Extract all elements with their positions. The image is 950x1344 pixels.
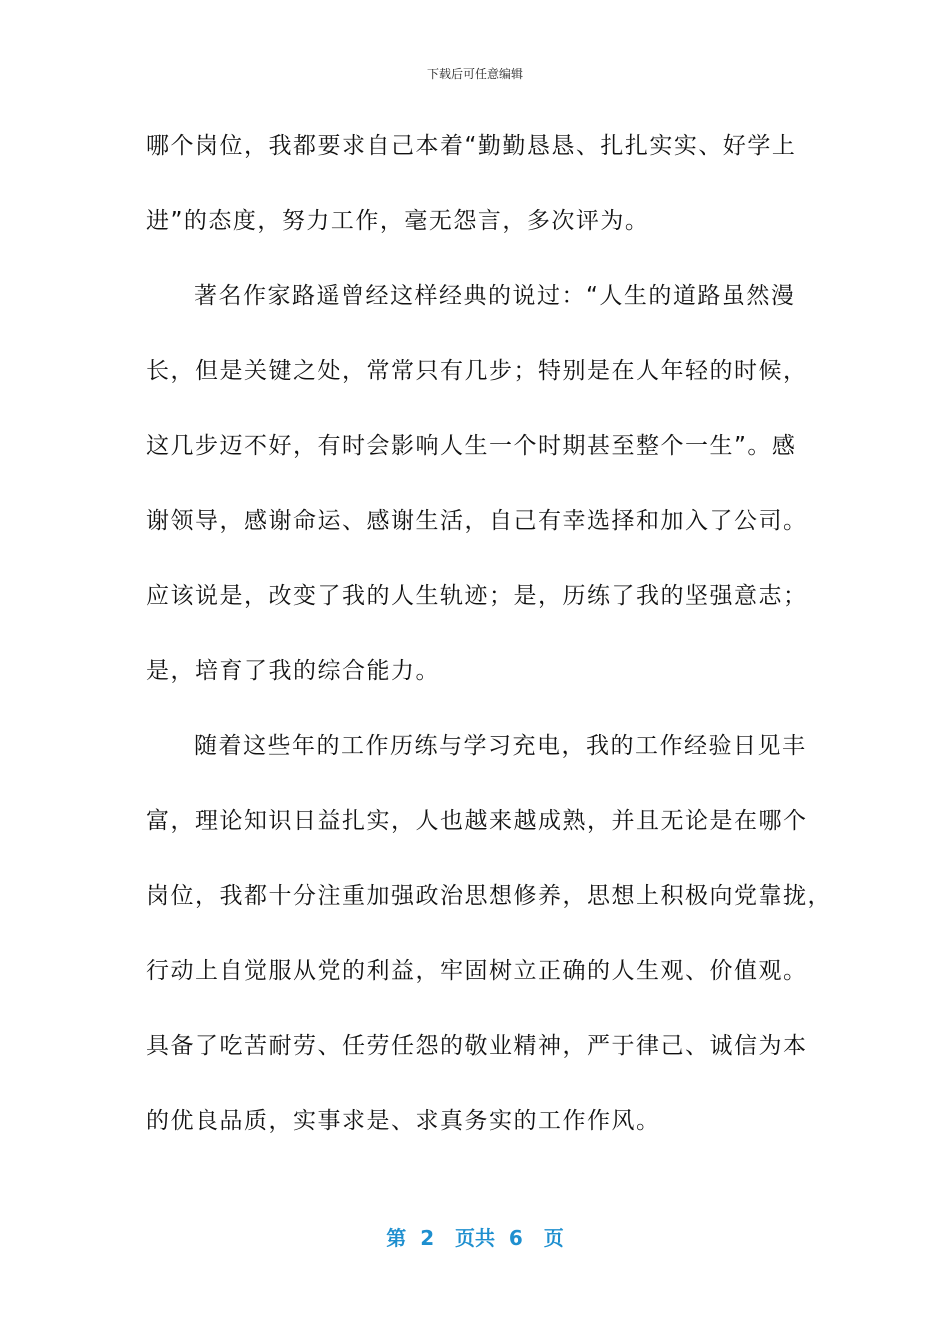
body-line: 应该说是，改变了我的人生轨迹；是，历练了我的坚强意志； xyxy=(146,583,808,609)
page-number-footer: 第 2 页共 6 页 xyxy=(386,1226,564,1250)
body-line: 岗位，我都十分注重加强政治思想修养，思想上积极向党靠拢， xyxy=(146,883,832,909)
body-line: 著名作家路遥曾经这样经典的说过：“人生的道路虽然漫 xyxy=(194,283,796,309)
body-line: 的优良品质，实事求是、求真务实的工作作风。 xyxy=(146,1108,661,1134)
body-line: 哪个岗位，我都要求自己本着“勤勤恳恳、扎扎实实、好学上 xyxy=(146,133,797,159)
document-body xyxy=(146,122,832,1172)
body-line: 进”的态度，努力工作，毫无怨言，多次评为。 xyxy=(146,208,650,234)
body-line: 这几步迈不好，有时会影响人生一个时期甚至整个一生”。感 xyxy=(146,433,797,459)
body-line: 随着这些年的工作历练与学习充电，我的工作经验日见丰 xyxy=(194,733,807,759)
body-line: 谢领导，感谢命运、感谢生活，自己有幸选择和加入了公司。 xyxy=(146,508,808,534)
body-line: 富，理论知识日益扎实，人也越来越成熟，并且无论是在哪个 xyxy=(146,808,808,834)
body-line: 是，培育了我的综合能力。 xyxy=(146,658,440,684)
body-line: 长，但是关键之处，常常只有几步；特别是在人年轻的时候， xyxy=(146,358,808,384)
body-line: 具备了吃苦耐劳、任劳任怨的敬业精神，严于律己、诚信为本 xyxy=(146,1033,808,1059)
header-note: 下载后可任意编辑 xyxy=(426,67,523,81)
body-line: 行动上自觉服从党的利益，牢固树立正确的人生观、价值观。 xyxy=(146,958,808,984)
